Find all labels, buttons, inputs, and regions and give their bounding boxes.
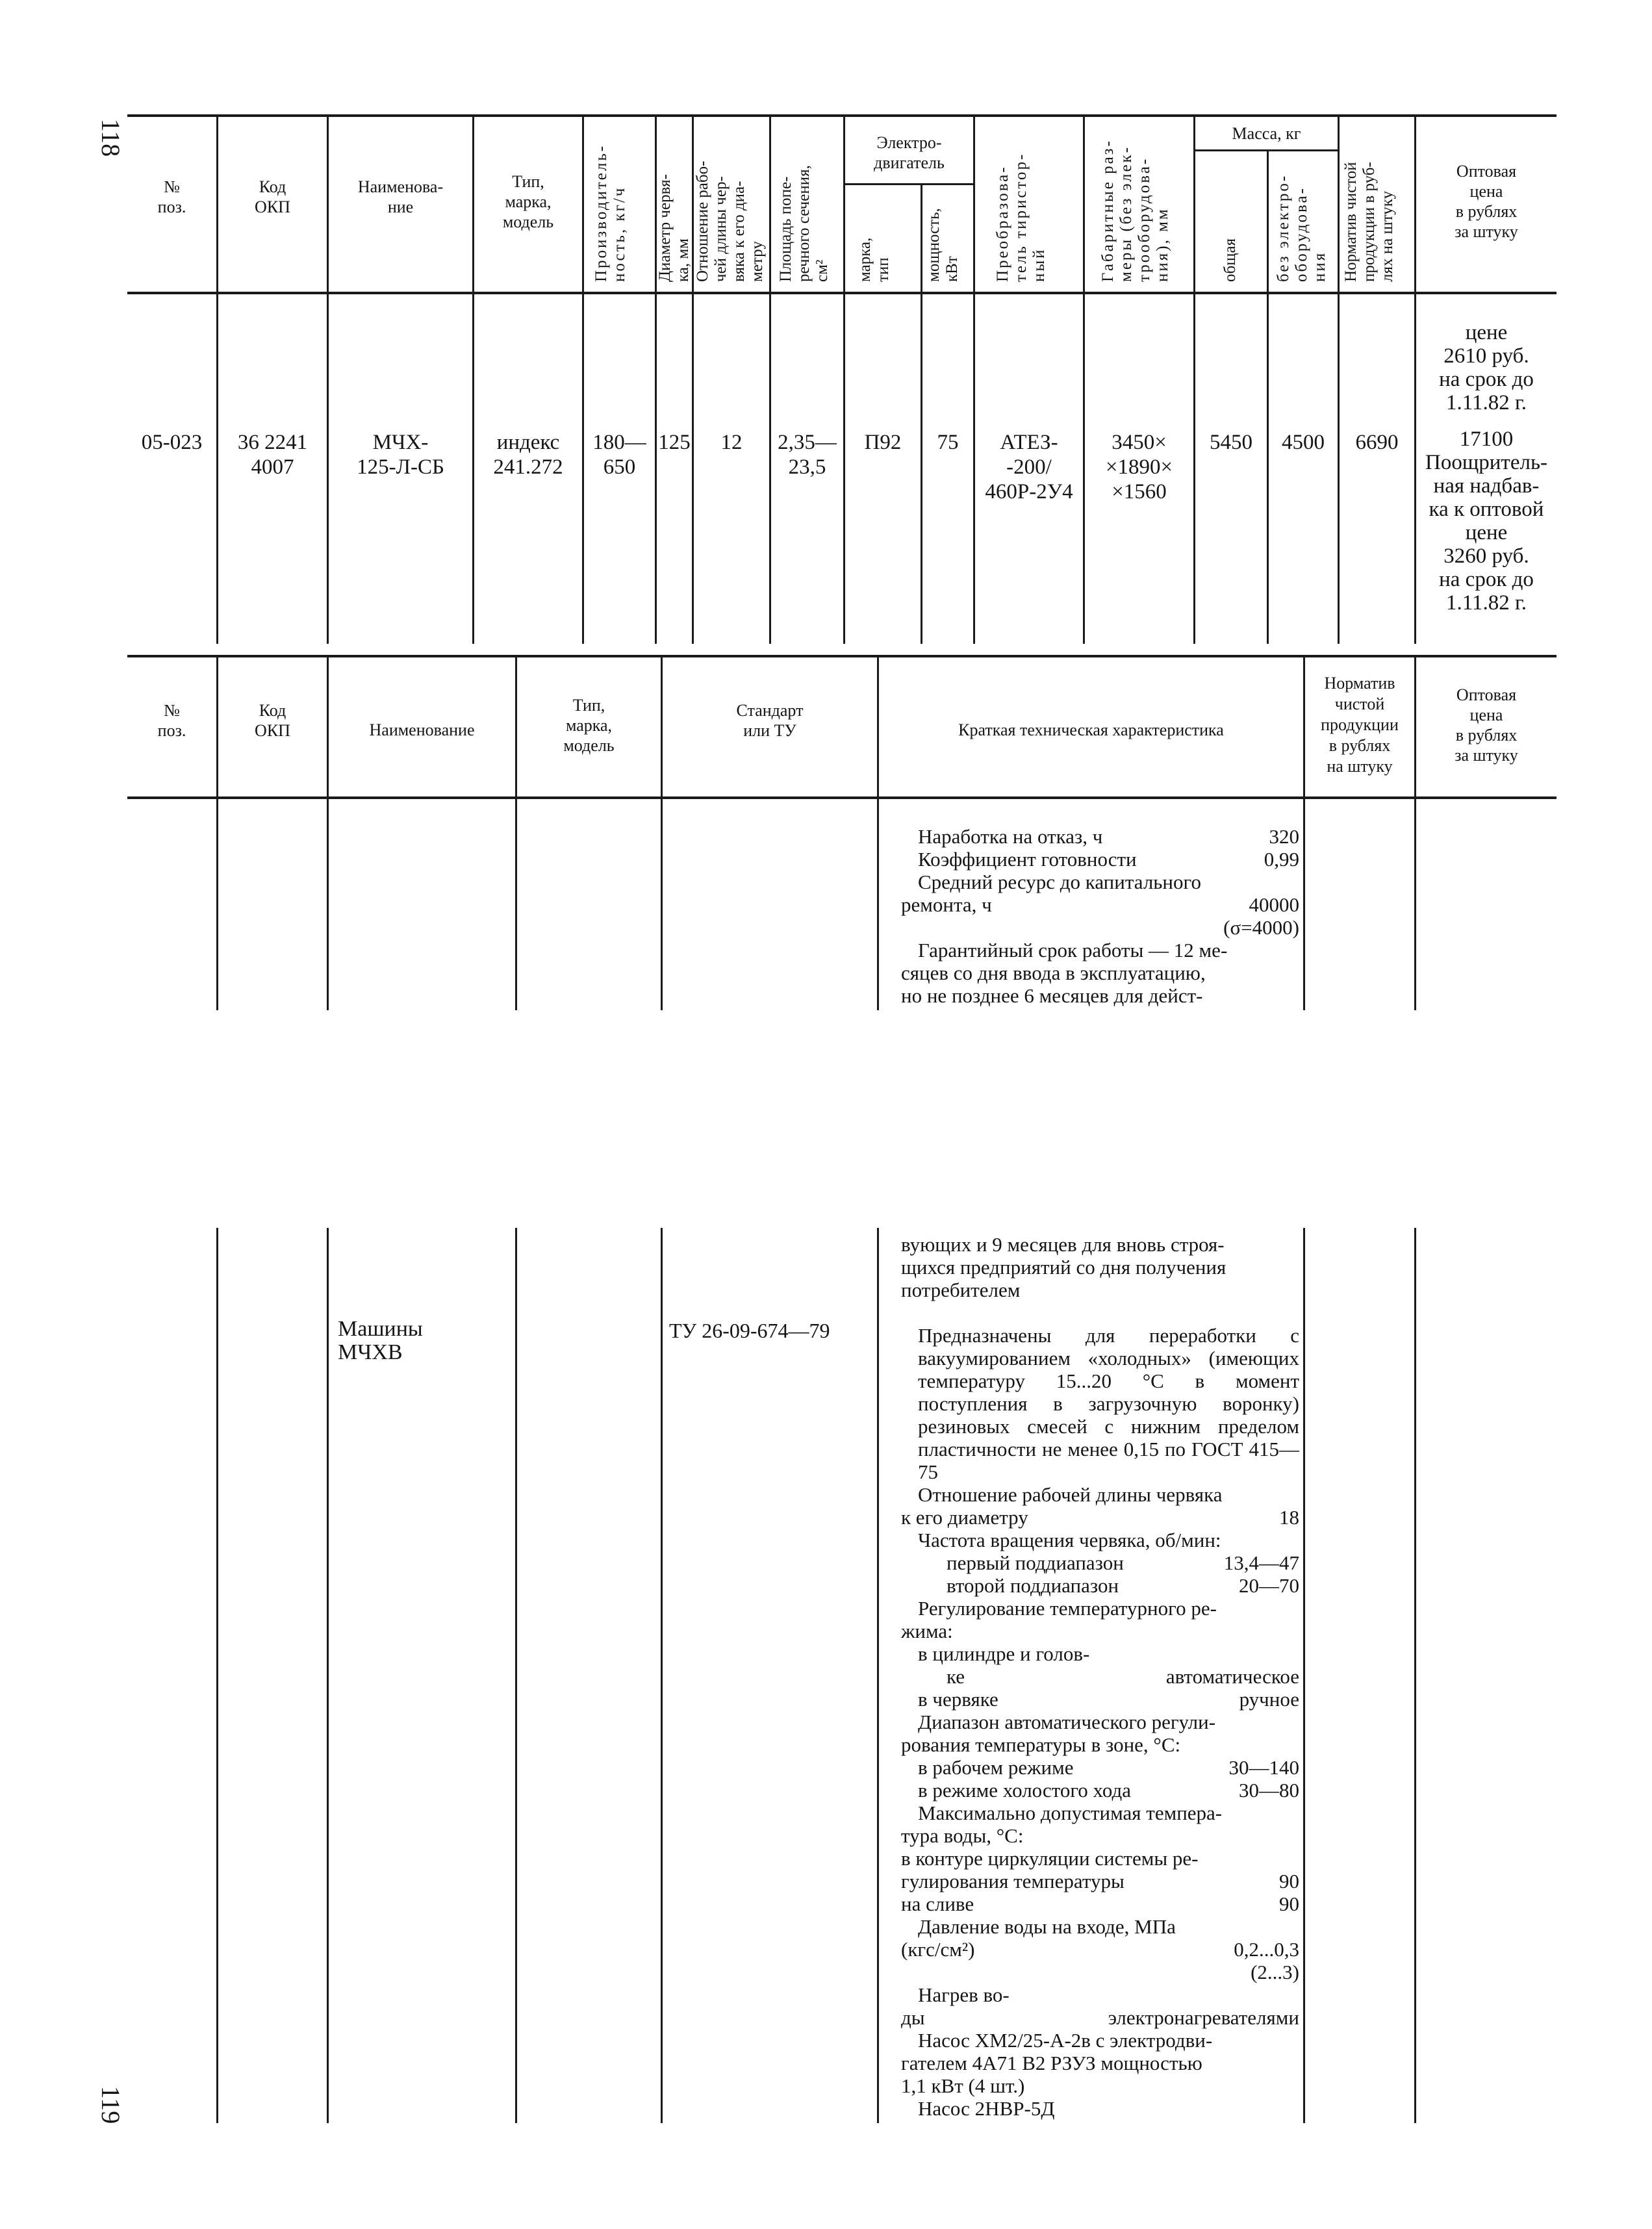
table2-header-rule <box>127 796 1557 799</box>
table2-col-rule <box>216 1228 218 2123</box>
header-mass-group: Масса, кг <box>1232 124 1301 143</box>
characteristic-part1: Наработка на отказ, ч 320 Коэффициент готовности 0,99 Средний ресурс до капитального ремонта, ч 40000 (σ=4000) Гарантийный срок работы — 12 ме- сяцев со дня ввода в эксплуатацию, но не позднее 6 месяцев для дейст- <box>901 825 1299 1007</box>
mass-group-rule <box>1193 149 1338 151</box>
row-type: индекс 241.272 <box>493 431 563 479</box>
page-number-top: 118 <box>96 118 125 157</box>
row-motor-power: 75 <box>937 431 959 454</box>
table2-col-rule <box>1303 1228 1305 2123</box>
row-productivity: 180— 650 <box>592 431 646 479</box>
header-motor-group: Электро- двигатель <box>874 133 945 172</box>
t2-header-name: Наименование <box>369 720 475 739</box>
table2-col-rule <box>515 799 517 1010</box>
row-area: 2,35— 23,5 <box>778 431 837 479</box>
row-okp: 36 2241 4007 <box>237 431 308 479</box>
header-dims: Габаритные раз- меры (без элек- трооборудова- ния), мм <box>1099 139 1171 282</box>
table1-col-rule <box>582 114 584 644</box>
machine-standard: ТУ 26-09-674—79 <box>669 1319 830 1342</box>
table2-col-rule <box>515 1228 517 2123</box>
header-ratio: Отношение рабо- чей длины чер- вяка к его диа- метру <box>694 160 766 282</box>
header-motor-mark: марка, тип <box>856 237 892 282</box>
t2-header-okp: Код ОКП <box>255 701 290 740</box>
table2-col-rule <box>877 1228 879 2123</box>
table1-header-rule <box>127 292 1557 294</box>
row-mass-total: 5450 <box>1210 431 1252 454</box>
header-okp: Код ОКП <box>255 177 290 216</box>
table2-col-rule <box>661 799 663 1010</box>
page-number-bottom: 119 <box>96 2085 125 2124</box>
motor-group-rule <box>843 183 973 185</box>
t2-header-standard: Стандарт или ТУ <box>736 701 804 740</box>
table1-col-rule <box>1338 114 1340 644</box>
table1-col-rule <box>769 114 771 644</box>
table2-col-rule <box>877 799 879 1010</box>
table1-col-rule <box>1083 114 1085 644</box>
table1-col-rule <box>1267 149 1269 644</box>
table2-col-rule <box>661 1228 663 2123</box>
table1-col-rule <box>843 114 845 644</box>
row-dims: 3450× ×1890× ×1560 <box>1105 431 1173 503</box>
row-name: МЧХ- 125-Л-СБ <box>357 431 444 479</box>
header-mass-no-el: без электро- оборудова- ния <box>1275 173 1328 282</box>
header-converter: Преобразова- тель тиристор- ный <box>994 152 1048 282</box>
table2-col-rule <box>216 799 218 1010</box>
t2-header-characteristic: Краткая техническая характеристика <box>958 720 1224 739</box>
header-num: № поз. <box>157 177 186 216</box>
table2-col-rule <box>1303 799 1305 1010</box>
row-norm: 6690 <box>1355 431 1399 454</box>
row-ratio: 12 <box>720 431 743 454</box>
header-motor-power: мощность, кВт <box>925 208 961 282</box>
table1-col-rule <box>921 183 922 644</box>
table2-col-rule <box>1414 799 1416 1010</box>
row-converter: АТЕЗ- -200/ 460Р-2У4 <box>985 431 1073 503</box>
header-type: Тип, марка, модель <box>502 172 554 231</box>
row-motor-mark: П92 <box>864 431 902 454</box>
header-diameter: Диаметр червя- ка, мм <box>656 174 692 282</box>
row-mass-no-el: 4500 <box>1282 431 1325 454</box>
table2-col-rule <box>327 1228 329 2123</box>
t2-header-price: Оптовая цена в рублях за штуку <box>1455 685 1518 765</box>
t2-header-num: № поз. <box>157 701 186 740</box>
header-name: Наименова- ние <box>357 177 444 216</box>
characteristic-part3: Предназначены для переработки с вакуумированием «холодных» (имеющих температуру 15...20 °С в момент поступления в загрузочную воронку) резиновых смесей с нижним пределом пластичности не менее 0,15 по ГОСТ 415—75 Отношение рабочей длины червяка к его диаметру 18 Частота вращения червяка, об/мин: первый поддиапазон 13,4—47 второй поддиапазон 20—70 Регулирование температурного ре- жима: в цилиндре и голов- ке автоматическое в червяке ручное Диапазон автоматического регули- рования температуры в зоне, °С: в рабочем режиме 30—140 в режиме холостого хода 30—80 Максимально допустимая темпера- тура воды, °С: в контуре циркуляции системы ре- гулирования температуры 90 на сливе 90 Давление воды на входе, МПа (кгс/см²) 0,2...0,3 (2...3) Нагрев во- ды электронагревателями Насос ХМ2/25-А-2в с электродви- гателем 4А71 В2 РЗУЗ мощностью 1,1 кВт (4 шт.) Насос 2НВР-5Д <box>901 1324 1299 2120</box>
header-mass-total: общая <box>1221 238 1239 282</box>
table1-top-rule <box>127 114 1557 117</box>
row-diameter: 125 <box>658 431 691 454</box>
header-area: Площадь попе- речного сечения, см² <box>777 165 831 282</box>
table2-col-rule <box>1414 1228 1416 2123</box>
table2-col-rule <box>327 799 329 1010</box>
row-num: 05-023 <box>141 431 203 454</box>
table1-col-rule <box>1193 114 1195 644</box>
t2-header-type: Тип, марка, модель <box>563 696 615 755</box>
table2-top-rule <box>127 655 1557 657</box>
header-norm: Норматив чистой продукции в руб- лях на штуку <box>1342 162 1396 282</box>
characteristic-part2: вующих и 9 месяцев для вновь строя- щихся предприятий со дня получения потребителем <box>901 1233 1226 1301</box>
table1-col-rule <box>973 114 975 644</box>
header-price: Оптовая цена в рублях за штуку <box>1455 162 1518 241</box>
t2-header-norm: Норматив чистой продукции в рублях на штуку <box>1321 674 1399 776</box>
header-productivity: Производитель- ность, кг/ч <box>592 144 628 282</box>
machine-name: Машины МЧХВ <box>338 1317 423 1364</box>
row-price: цене 2610 руб. на срок до 1.11.82 г. 17100 Поощритель- ная надбав- ка к оптовой цене 3260 руб. на срок до 1.11.82 г. <box>1425 321 1547 615</box>
